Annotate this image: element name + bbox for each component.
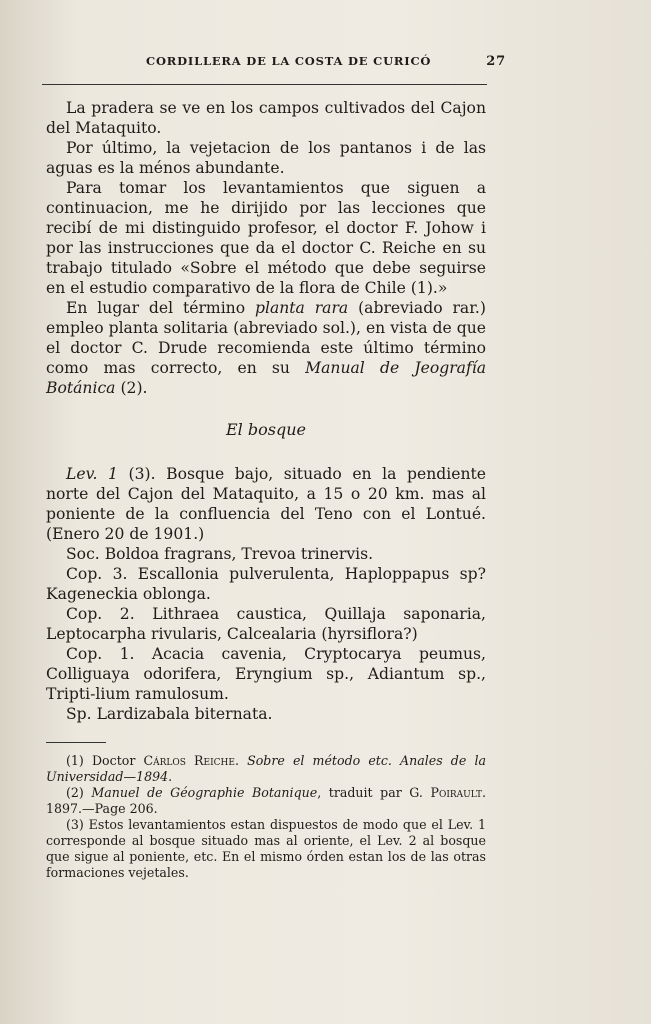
paragraph-pradera: La pradera se ve en los campos cultivados del Cajon del Mataquito. (46, 99, 486, 137)
running-header (36, 50, 506, 78)
italic-term: planta rara (254, 299, 349, 317)
species-cop2: Cop. 2. Lithraea caustica, Quillaja saponaria, Leptocarpha rivularis, Calcealaria (hyrsiflora?) (46, 605, 486, 643)
header-title: CORDILLERA DE LA COSTA DE CURICÓ (146, 54, 432, 68)
footnote-1: (1) Doctor Cárlos Reiche. Sobre el método etc. Anales de la Universidad—1894. (46, 753, 486, 784)
paragraph-lev: Lev. 1 (3). Bosque bajo, situado en la pendiente norte del Cajon del Mataquito, a 15 o 20 km. mas al poniente de la confluencia del Teno con el Lontué. (Enero 20 de 1901.) (46, 465, 486, 543)
section-title: El bosque (226, 420, 306, 439)
page-number: 27 (486, 54, 506, 69)
footnote-2: (2) Manuel de Géographie Botanique, traduit par G. Poirault. 1897.—Page 206. (46, 785, 487, 816)
italic-book-title: Manual de Jeografía Botánica (46, 359, 486, 397)
paragraph-vejetacion: Por último, la vejetacion de los pantanos i de las aguas es la ménos abundante. (46, 139, 486, 177)
lev-label: Lev. 1 (66, 465, 118, 483)
footnote-rule (46, 742, 106, 743)
species-cop3: Cop. 3. Escallonia pulverulenta, Haploppapus sp? Kageneckia oblonga. (46, 565, 486, 603)
paragraph-termino: En lugar del término planta rara (abreviado rar.) empleo planta solitaria (abreviado sol.), en vista de que el doctor C. Drude recomienda este último término como mas correcto, en su Manual de Jeografía Botánica (2). (46, 299, 486, 397)
paragraph-levantamientos: Para tomar los levantamientos que siguen a continuacion, me he dirijido por las lecciones que recibí de mi distinguido profesor, el doctor F. Johow i por las instrucciones que da el doctor C. Reiche en su trabajo titulado «Sobre el método que debe seguirse en el estudio comparativo de la flora de Chile (1).» (46, 179, 486, 297)
species-sp: Sp. Lardizabala biternata. (66, 705, 273, 723)
species-cop1: Cop. 1. Acacia cavenia, Cryptocarya peumus, Colliguaya odorifera, Eryngium sp., Adiantum sp., Tripti-lium ramulosum. (46, 645, 486, 703)
species-soc: Soc. Boldoa fragrans, Trevoa trinervis. (66, 545, 374, 563)
header-rule (42, 84, 487, 85)
footnote-3: (3) Estos levantamientos estan dispuestos de modo que el Lev. 1 corresponde al bosque situado mas al oriente, el Lev. 2 al bosque que sigue al poniente, etc. En el mismo órden estan los de las otras formaciones vejetales. (46, 817, 486, 880)
book-page (36, 50, 506, 880)
page-body (46, 98, 486, 881)
